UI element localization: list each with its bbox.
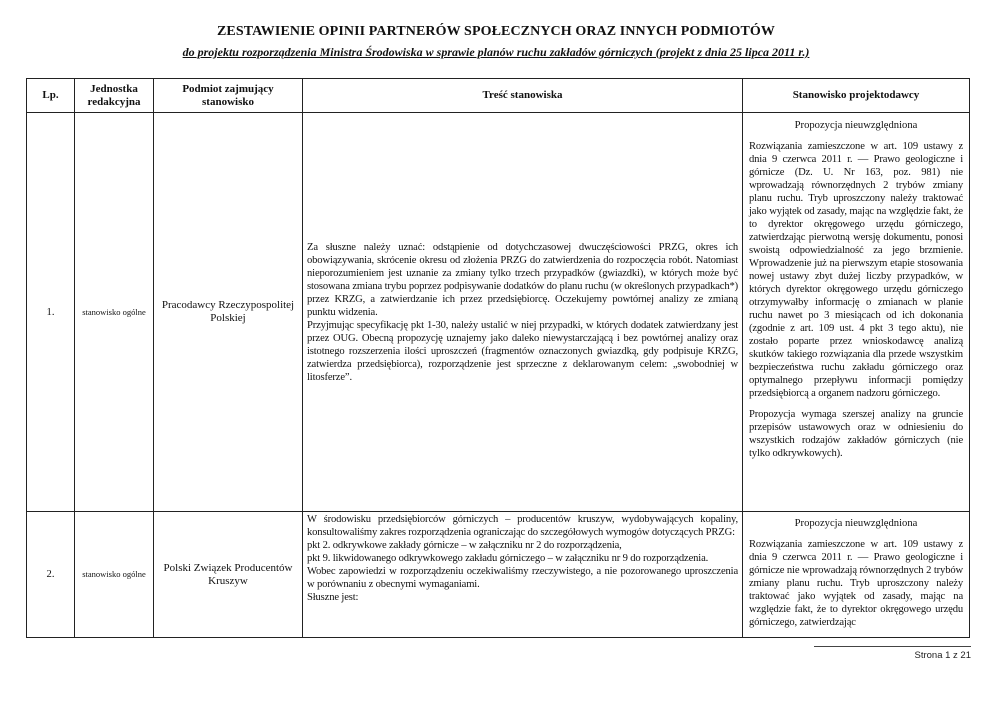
- response-verdict: Propozycja nieuwzględniona: [794, 120, 918, 131]
- page-number: Strona 1 z 21: [914, 650, 971, 661]
- row-lp: 1.: [27, 113, 75, 512]
- row-subject: Pracodawcy Rzeczypospolitej Polskiej: [154, 113, 303, 512]
- response-paragraph: Propozycja wymaga szerszej analizy na gruncie przepisów ustawowych oraz w odniesieniu do wszystkich rodzajów zakładów górniczych (nie tylko odkrywkowych).: [749, 409, 963, 459]
- row-content: Za słuszne należy uznać: odstąpienie od dotychczasowej dwuczęściowości PRZG, okres ich obowiązywania, skrócenie okresu od złożenia PRZG do zatwierdzenia do rozpoczęcia robót. Natomiast nieporozumieniem jest uznanie za zmiany tylko trzech przypadków (gwiazdki), w których może być stosowana zmiana trybu poprzez podpisywanie dodatków do planu ruchu (w określonych przypadkach*) przez KRZG, a zatwierdzanie ich przez przedsiębiorcę. Oczekujemy powtórnej analizy ze zmianą punktu widzenia. Przyjmując specyfikację pkt 1-30, należy ustalić w niej przypadki, w których dodatek zatwierdzany jest przez OUG. Obecną propozycję uznajemy jako daleko niewystarczającą i bez powtórnej analizy oraz istotnego rozszerzenia ilości uproszczeń (fragmentów oznaczonych gwiazdką, gdy podpisuje KRZG, zatwierdza przedsiębiorca), rozporządzenie jest sprzeczne z deklarowanym celem: „swobodniej w litosferze”.: [303, 113, 743, 512]
- header-content: Treść stanowiska: [303, 79, 743, 113]
- response-paragraph: Rozwiązania zamieszczone w art. 109 ustawy z dnia 9 czerwca 2011 r. — Prawo geologiczne i górnicze nie wprowadzają równorzędnych 2 trybów zmiany planu ruchu. Tryb uproszczony należy traktować jako wyjątek od zasady, mając na względzie fakt, że to dyrektor okręgowego urzędu górniczego, zatwierdzając: [749, 539, 963, 628]
- header-unit: Jednostka redakcyjna: [75, 79, 154, 113]
- row-response: [743, 512, 970, 638]
- row-unit: stanowisko ogólne: [75, 113, 154, 512]
- document-title: ZESTAWIENIE OPINII PARTNERÓW SPOŁECZNYCH ORAZ INNYCH PODMIOTÓW: [216, 24, 775, 39]
- opinions-table: [26, 78, 970, 638]
- row-subject: Polski Związek Producentów Kruszyw: [154, 512, 303, 638]
- header-lp: Lp.: [27, 79, 75, 113]
- row-response: [743, 113, 970, 512]
- table-row: [27, 512, 970, 638]
- response-verdict: Propozycja nieuwzględniona: [794, 518, 918, 529]
- footer-divider: [814, 646, 971, 647]
- table-row: [27, 113, 970, 512]
- header-subject: Podmiot zajmujący stanowisko: [154, 79, 303, 113]
- table-header-row: [27, 79, 970, 113]
- header-response: Stanowisko projektodawcy: [743, 79, 970, 113]
- row-lp: 2.: [27, 512, 75, 638]
- row-content: W środowisku przedsiębiorców górniczych – producentów kruszyw, wydobywających kopaliny, konsultowaliśmy zakres rozporządzenia ograniczając do szczegółowych wymogów dotyczących PRZG: pkt 2. odkrywkowe zakłady górnicze – w załączniku nr 2 do rozporządzenia, pkt 9. likwidowanego odkrywkowego zakładu górniczego – w załączniku nr 9 do rozporządzenia. Wobec zapowiedzi w rozporządzeniu oczekiwaliśmy rzeczywistego, a nie pozorowanego uproszczenia w porównaniu z obecnymi wymaganiami. Słuszne jest:: [303, 512, 743, 638]
- row-unit: stanowisko ogólne: [75, 512, 154, 638]
- document-subtitle: do projektu rozporządzenia Ministra Środowiska w sprawie planów ruchu zakładów górniczych (projekt z dnia 25 lipca 2011 r.): [182, 45, 810, 59]
- response-paragraph: Rozwiązania zamieszczone w art. 109 ustawy z dnia 9 czerwca 2011 r. — Prawo geologiczne i górnicze (Dz. U. Nr 163, poz. 981) nie wprowadzają równorzędnych 2 trybów zmiany planu ruchu. Tryb uproszczony należy traktować jako wyjątek od zasady, mając na względzie fakt, że to dyrektor okręgowego urzędu górniczego, zatwierdzając pierwotną wersję dokumentu, ponosi swoistą odpowiedzialność za jego brzmienie. Wprowadzenie już na pierwszym etapie stosowania nowej ustawy zbyt dużej liczby przypadków, w których dyrektor okręgowego urzędu górniczego otrzymywałby informację o zmianach w planie ruchu nawet po 3 miesiącach od ich dokonania (zgodnie z art. 109 ust. 4 pkt 3 tego aktu), nie zostało poparte przez wnioskodawcę analizą skutków takiego rozwiązania dla przede wszystkim bezpieczeństwa ruchu zakładu górniczego oraz optymalnego przepływu informacji pomiędzy przedsiębiorcą a organem nadzoru górniczego.: [749, 141, 963, 399]
